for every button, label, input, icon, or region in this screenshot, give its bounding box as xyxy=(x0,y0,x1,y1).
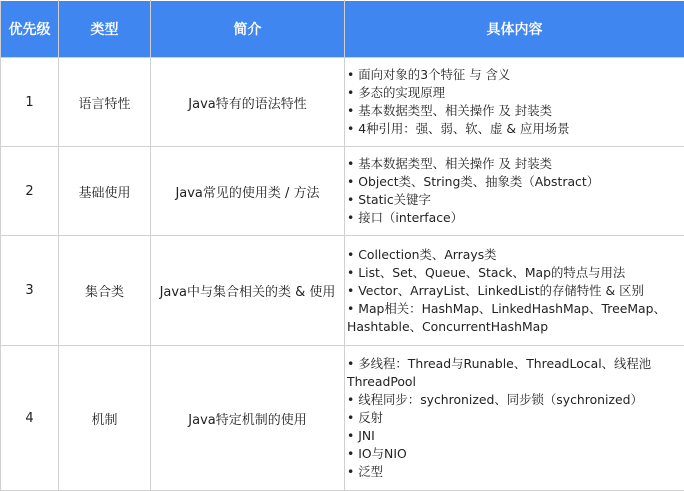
detail-line: • 基本数据类型、相关操作 及 封装类 xyxy=(347,155,684,173)
detail-line: • List、Set、Queue、Stack、Map的特点与用法 xyxy=(347,264,684,282)
detail-line: • Vector、ArrayList、LinkedList的存储特性 & 区别 xyxy=(347,282,684,300)
detail-line: Hashtable、ConcurrentHashMap xyxy=(347,318,684,336)
row-priority: 3 xyxy=(1,236,59,346)
detail-line: • Static关键字 xyxy=(347,191,684,209)
row-type: 集合类 xyxy=(59,236,151,346)
detail-line: • Object类、String类、抽象类（Abstract） xyxy=(347,173,684,191)
row-priority: 2 xyxy=(1,147,59,236)
row-priority: 4 xyxy=(1,346,59,491)
detail-line: ThreadPool xyxy=(347,373,684,391)
row-details xyxy=(345,147,684,236)
row-summary: Java中与集合相关的类 & 使用 xyxy=(151,236,345,346)
detail-line: • 线程同步：sychronized、同步锁（sychronized） xyxy=(347,391,684,409)
row-summary: Java特定机制的使用 xyxy=(151,346,345,491)
row-details xyxy=(345,236,684,346)
table-row xyxy=(1,236,684,346)
detail-line: • 多线程：Thread与Runable、ThreadLocal、线程池 xyxy=(347,355,684,373)
detail-line: • 多态的实现原理 xyxy=(347,84,684,102)
detail-line: • Map相关：HashMap、LinkedHashMap、TreeMap、 xyxy=(347,300,684,318)
row-type: 语言特性 xyxy=(59,58,151,147)
header-summary: 简介 xyxy=(151,1,345,58)
detail-line: • Collection类、Arrays类 xyxy=(347,246,684,264)
row-priority: 1 xyxy=(1,58,59,147)
detail-line: • 接口（interface） xyxy=(347,209,684,227)
detail-line: • 反射 xyxy=(347,409,684,427)
row-summary: Java常见的使用类 / 方法 xyxy=(151,147,345,236)
detail-line: • JNI xyxy=(347,427,684,445)
row-summary: Java特有的语法特性 xyxy=(151,58,345,147)
header-details: 具体内容 xyxy=(345,1,684,58)
table-row xyxy=(1,147,684,236)
table-row xyxy=(1,58,684,147)
row-type: 机制 xyxy=(59,346,151,491)
detail-line: • 基本数据类型、相关操作 及 封装类 xyxy=(347,102,684,120)
row-details xyxy=(345,346,684,491)
row-details xyxy=(345,58,684,147)
detail-line: • 面向对象的3个特征 与 含义 xyxy=(347,66,684,84)
header-priority: 优先级 xyxy=(1,1,59,58)
header-type: 类型 xyxy=(59,1,151,58)
detail-line: • IO与NIO xyxy=(347,445,684,463)
table-row xyxy=(1,346,684,491)
header-row xyxy=(1,1,684,58)
detail-line: • 泛型 xyxy=(347,463,684,481)
row-type: 基础使用 xyxy=(59,147,151,236)
detail-line: • 4种引用：强、弱、软、虚 & 应用场景 xyxy=(347,120,684,138)
